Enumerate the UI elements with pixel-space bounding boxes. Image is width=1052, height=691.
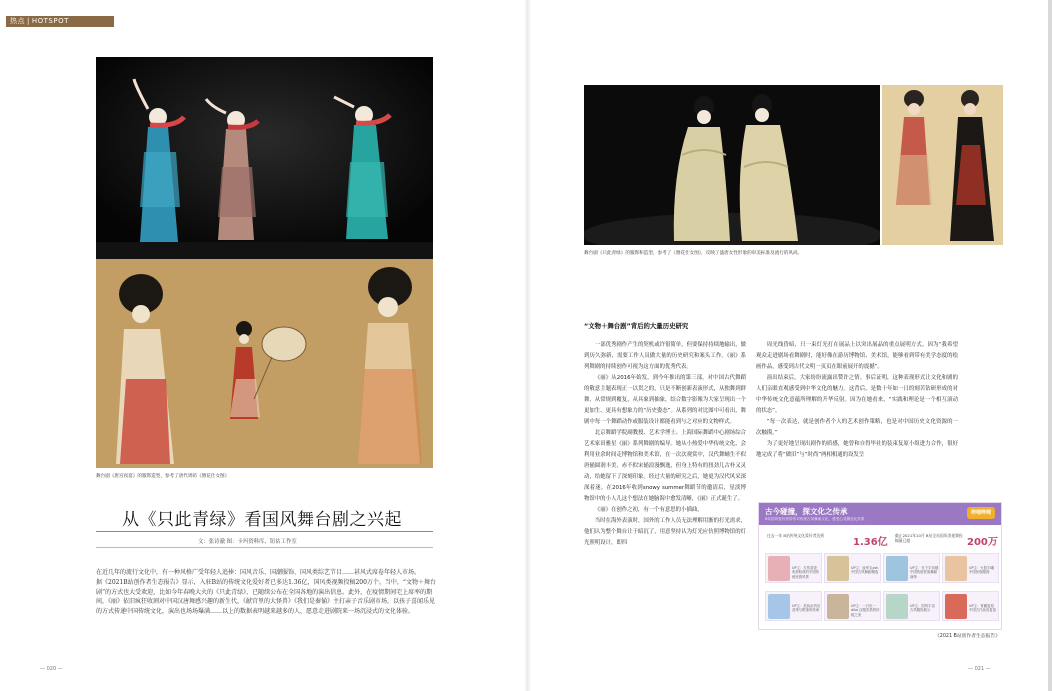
article-column-1 bbox=[584, 340, 746, 640]
body-paragraph: 为了更好地呈现出剧作的质感，她曾和自得毕社的装束复原小组进力合作，很好地完成了将“做旧”与“时尚”两相相通的设发呈 bbox=[756, 441, 958, 458]
body-paragraph: 《丽》在创作之初，有一个有意思的小插曲。 bbox=[594, 507, 703, 513]
up-card-label: UP主：国风宇宙 古风服饰展示 bbox=[910, 604, 935, 613]
bilibili-infobox bbox=[758, 502, 1002, 630]
stat-2-label: 截止2021年10月 B站全站国风类视频投稿量已超 bbox=[895, 533, 963, 543]
up-card bbox=[765, 591, 822, 621]
section-tag-en: HOTSPOT bbox=[31, 17, 69, 25]
up-card bbox=[942, 591, 999, 621]
up-card-label: UP主：美妆杂货坊 苗绣与银饰的传承 bbox=[792, 604, 821, 613]
article-title: 从《只此青绿》看国风舞台剧之兴起 bbox=[122, 510, 402, 530]
infobox-credit: 《2021 B站创作者生态报告》 bbox=[935, 634, 1000, 639]
body-paragraph: “每一次表达，就是创作者个人的艺术创作策略，也是对中国历史文化资源的一次触摸。” bbox=[756, 419, 958, 436]
up-thumbnail bbox=[768, 594, 790, 619]
byline-rule bbox=[96, 547, 433, 548]
up-thumbnail bbox=[945, 556, 967, 581]
painting-photo-left bbox=[96, 259, 433, 468]
up-thumbnail bbox=[945, 594, 967, 619]
up-card-label: UP主：冠军丸zxh 中国古风舞蹈精选 bbox=[851, 566, 879, 575]
body-paragraph: 周光线昏暗，只一束灯光打在展品上以突出展品的重点展明方式。因为“我希望观众走进剧场看舞剧时，能好像在游历博物馆、美术馆，能够看到带有美学态度的绘画作品，感受到古代文明一页页在眼前展开的震撼”。 bbox=[756, 342, 958, 370]
tomb-mural-illustration bbox=[882, 85, 1003, 245]
up-thumbnail bbox=[768, 556, 790, 581]
up-card-label: UP主：青藏复原 中国古代妆容复原 bbox=[969, 604, 997, 613]
dancers-illustration bbox=[96, 57, 433, 259]
body-paragraph: 一部优秀剧作产生的契机或许很简单，但要保持持续地输出，做到历久弥新，需要工作人员做大量的历史研究和案头工作。《丽》系列舞剧的持续创作可视为这方面的优秀代表。 bbox=[584, 342, 746, 370]
infobox-title: 古今碰撞，探文化之传承 bbox=[765, 507, 848, 516]
article-lead bbox=[96, 568, 436, 617]
infobox-subtitle: B站国风爱好者带你对传统古风舞曲文化，感受心灵腾变化效果 bbox=[765, 517, 865, 521]
performers-illustration bbox=[584, 85, 880, 245]
right-photo-caption: 舞台剧《只此青绿》的服饰和造型，参考了《簪花仕女图》，反映了盛唐女性形象的审美标准及流行的风尚。 bbox=[584, 251, 803, 256]
stat-2-value: 200万 bbox=[967, 537, 998, 548]
folio-left: — 020 — bbox=[40, 666, 63, 672]
painting-illustration bbox=[96, 259, 433, 468]
dancers-photo-left bbox=[96, 57, 433, 259]
body-paragraph: 演出结束后，大家纷纷流露出赞许之情。事后证明，这种表现形式让文化和剧的人们亲眼直观感受到中华文化的魅力。这背后，是数十年如一日的刻苦钻研形成的对中华传统文化意蕴所理解的升华反射。因为在她看来，“实践和理论是一个相互滚动的状态”。 bbox=[756, 375, 958, 414]
up-card bbox=[765, 553, 822, 583]
up-card bbox=[883, 591, 940, 621]
body-paragraph: 当时在海外表演时，国外的工作人员无法理解用渐的打光需求，他们认为整个舞台让于暗沉了，用意坚持认为灯光应仿照博物馆的灯光照明设计，即四 bbox=[584, 518, 746, 546]
up-card-label: UP主：兄下宇乐楼 中国传统民族舞蹈演绎 bbox=[910, 566, 939, 579]
page-edge bbox=[1048, 0, 1052, 691]
lead-paragraph: 据《2021B站创作者生态报告》显示，入驻B站的传统文化爱好者已多达1.36亿，国风类视频投稿200万个。当中，“文物＋舞台剧”的方式也大受欢迎，比如今年春晚大火的《只此青绿》，已随续公布在全国各地的演出信息。此外，在疫情期间宅上席率的期间，《丽》依旧疯狂收割对中国汉唐舞感兴趣的新生代，《献宫里的大怪兽》《我们是秦俑》主打亲子音乐剧市场，以孩子喜闻乐见的方式传递中国传统文化，演出也场场爆满……以上的数据表明越来越多的人，愿意走进剧院来一场沉浸式的文化体验。 bbox=[96, 578, 436, 616]
painting-photo-right bbox=[882, 85, 1003, 245]
up-card bbox=[824, 553, 881, 583]
body-paragraph: 《丽》从2016年始发，到今年推出的第三部，对中国古代舞蹈的敬意主题表现正一以贯之的，只是不断创新表演形式，从独舞到群舞，从常规到覆复，从具象到抽象，结合数字影像为大家呈现出一个更加生、更具有想象力的“历史姿态”。从系列的对比图中可看出，舞剧中每一个舞蹈动作或服装设计都能看到与之对应的文物样式。 bbox=[584, 375, 746, 425]
up-thumbnail bbox=[827, 594, 849, 619]
title-rule bbox=[96, 531, 433, 532]
up-card-label: UP主：一只皮一dika 汉服穿搭的传统之美 bbox=[851, 604, 880, 617]
stat-1-value: 1.36亿 bbox=[853, 537, 888, 548]
lead-paragraph: 在近几年的流行文化中，有一种风格广受年轻人追捧：国风音乐、国潮服饰、国风类综艺节目……甚风式席卷年轻人市场。 bbox=[96, 569, 421, 576]
section-tag-cn: 热点 bbox=[10, 17, 25, 25]
left-photo-caption: 舞台剧《唐宫夜宴》的服饰造型，参考了唐代周昉《簪花仕女图》 bbox=[96, 474, 230, 479]
infobox-header bbox=[759, 503, 1001, 525]
up-card bbox=[942, 553, 999, 583]
article-byline: 文：张诗澈 图：卡玛资料库、钮祜工作室 bbox=[198, 539, 297, 545]
up-card-label: UP主：古传香香 收获粉丝的中国传统民族风景 bbox=[792, 566, 820, 579]
bilibili-logo: 哔哩哔哩 bbox=[967, 507, 995, 519]
article-column-2 bbox=[756, 340, 958, 496]
page-gutter bbox=[524, 0, 532, 691]
dancers-photo-right bbox=[584, 85, 880, 245]
article-subhead: “文物＋舞台剧”背后的大量历史研究 bbox=[584, 322, 689, 330]
section-tag: 热点 | HOTSPOT bbox=[6, 16, 114, 27]
up-thumbnail bbox=[886, 556, 908, 581]
folio-right: — 021 — bbox=[968, 666, 991, 672]
body-paragraph: 北京舞蹈学院副教授、艺术学博士、上海国际舞蹈中心剧场综合艺术家田雅星《丽》系列舞剧的编导。她从小热爱中华传统文化，会利用业余时间走博物馆和美术馆，在一次次观赏中，汉代舞蛹生不似唐俑圆润丰美，赤不似宋俑浪漫飘逸，但身上特有的扭劲儿古朴又灵动，给她留下了深刻印象。经过大量的研究之后，她更为汉代风采深深着迷。在2016年收到snowy summer舞蹈节的邀请后，星淡博物馆中的小人儿这个想法在她脑海中愈发清晰，《丽》正式诞生了。 bbox=[584, 430, 746, 502]
stat-1-label: 过去一年 B站传统文化爱好者达到 bbox=[767, 533, 824, 538]
up-card bbox=[824, 591, 881, 621]
up-card-label: UP主：火影宇曦 中国民族服饰 bbox=[969, 566, 994, 575]
up-card bbox=[883, 553, 940, 583]
up-thumbnail bbox=[827, 556, 849, 581]
up-thumbnail bbox=[886, 594, 908, 619]
